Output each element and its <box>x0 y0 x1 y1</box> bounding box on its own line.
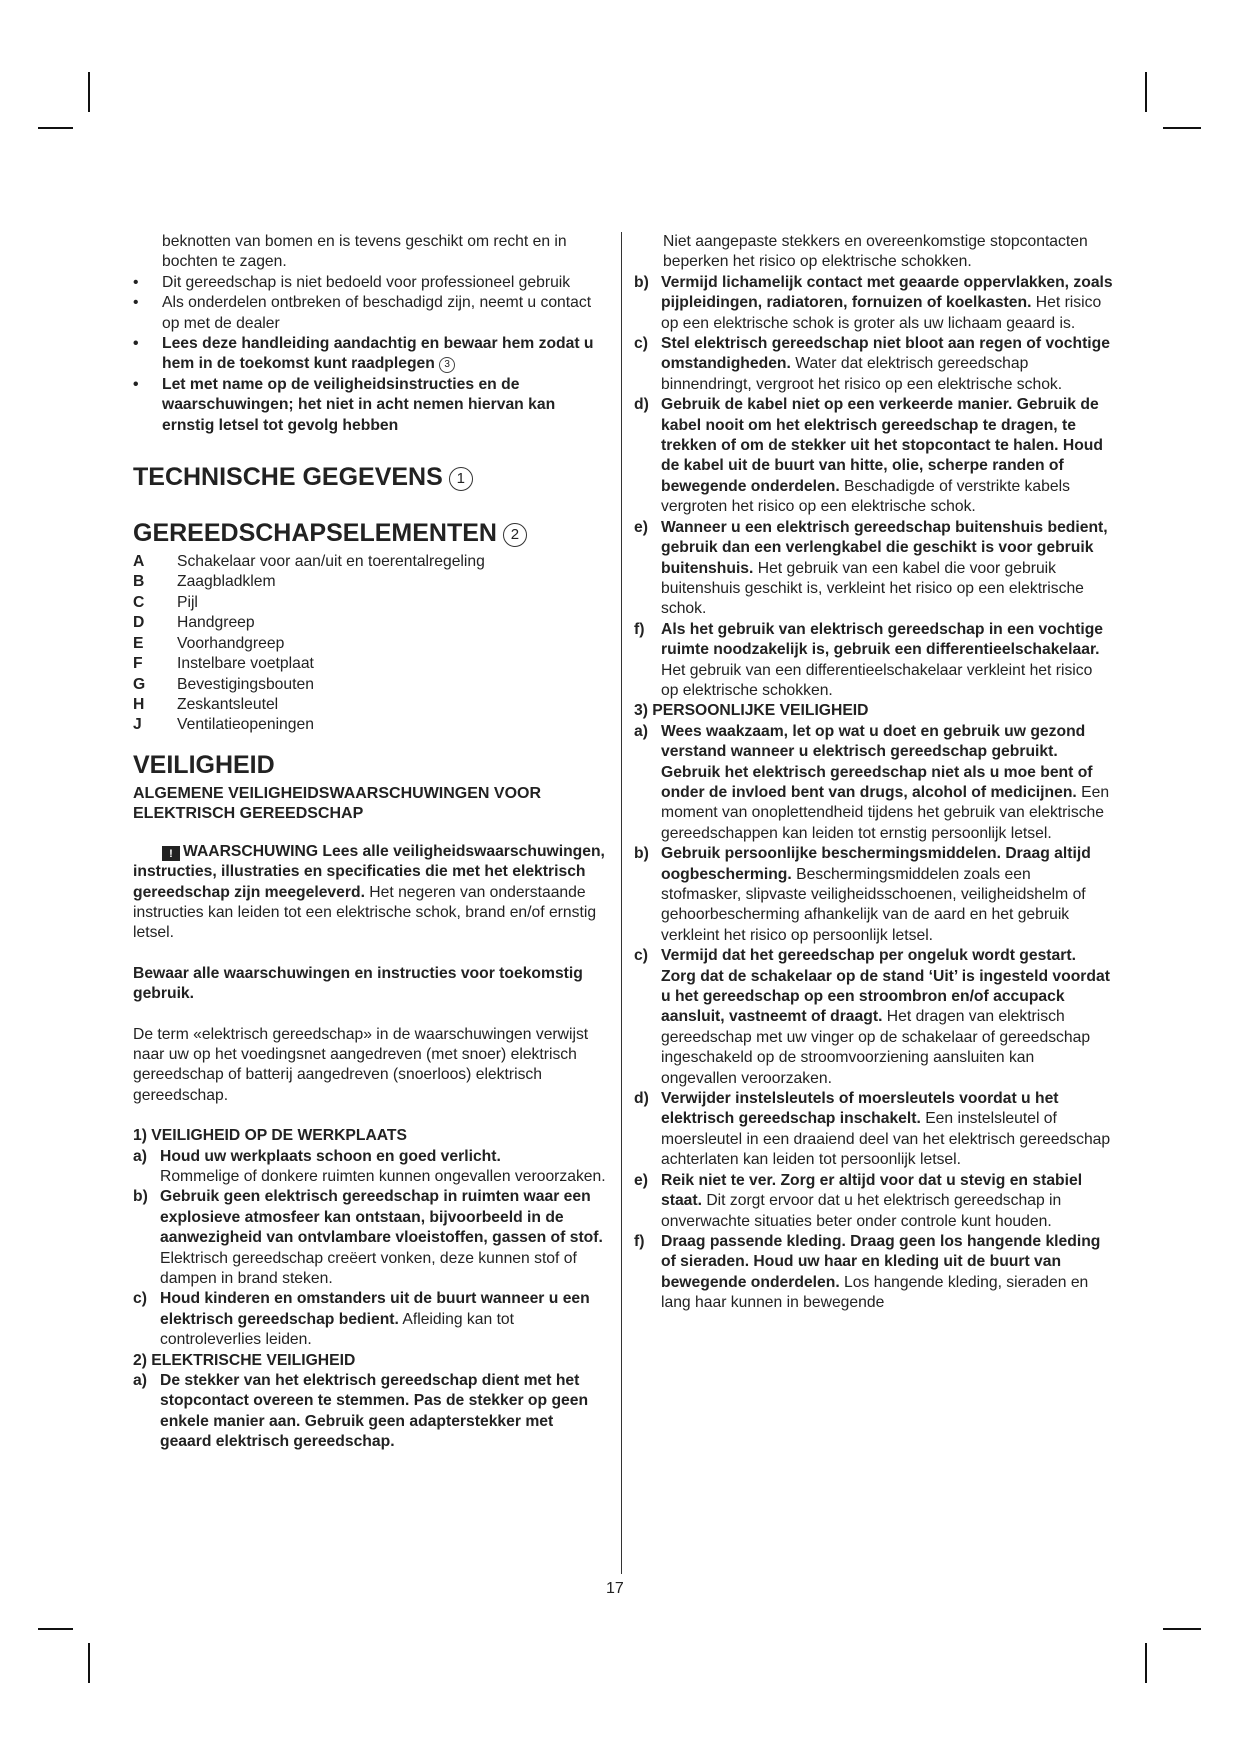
part-letter: A <box>133 553 145 571</box>
bullet-text: Lees deze handleiding aandachtig en bewaar hem zodat u hem in de toekomst kunt raadplegen <box>162 335 594 373</box>
part-letter: H <box>133 695 145 713</box>
part-label: Voorhandgreep <box>177 634 285 652</box>
item-bold: Vermijd dat het gereedschap per ongeluk wordt gestart. Zorg dat de schakelaar op de stand ‘Uit’ is ingesteld voordat u het gereedschap op een stroombron en/of accupack aansluit, vastneemt of draagt. <box>661 947 1110 1026</box>
part-label: Instelbare voetplaat <box>177 655 314 673</box>
item-text: Water dat elektrisch gereedschap binnendringt, vergroot het risico op een elektrische schok. <box>661 355 1063 393</box>
tech-heading <box>133 462 609 492</box>
bullet-item: • Dit gereedschap is niet bedoeld voor professioneel gebruik <box>133 273 609 293</box>
left-column <box>133 232 609 1453</box>
item-text: Het risico op een elektrische schok is groter als uw lichaam geaard is. <box>661 294 1102 332</box>
page-number: 17 <box>606 1580 624 1597</box>
list-item <box>634 334 1114 395</box>
term-definition: De term «elektrisch gereedschap» in de waarschuwingen verwijst naar uw op het voedingsnet aangedreven (met snoer) elektrisch gereedschap of batterij aangedreven (snoerloos) elektrisch gereedschap. <box>133 1025 589 1104</box>
item-letter: c) <box>634 947 648 965</box>
list-item <box>634 1171 1114 1232</box>
crop-mark <box>1163 1628 1201 1630</box>
part-label: Schakelaar voor aan/uit en toerentalregeling <box>177 553 485 571</box>
crop-mark <box>38 127 73 129</box>
part-label: Zeskantsleutel <box>177 695 279 713</box>
item-bold: Draag passende kleding. Draag geen los hangende kleding of sieraden. Houd uw haar en kleding uit de buurt van bewegende onderdelen. <box>661 1232 1101 1291</box>
item-bold: Gebruik persoonlijke beschermingsmiddelen. Draag altijd oogbescherming. <box>661 845 1091 883</box>
continuation-text: Niet aangepaste stekkers en overeenkomstige stopcontacten beperken het risico op elektrische schokken. <box>663 233 1088 271</box>
list-item <box>133 1289 609 1350</box>
warning-paragraph <box>133 842 609 944</box>
item-bold: Houd uw werkplaats schoon en goed verlicht. <box>160 1147 501 1165</box>
part-letter: F <box>133 655 143 673</box>
item-bold: Wees waakzaam, let op wat u doet en gebruik uw gezond verstand wanneer u elektrisch gereedschap gebruikt. Gebruik het elektrisch gereedschap niet als u moe bent of onder de invloed bent van drugs, alcohol of medicijnen. <box>661 722 1093 801</box>
item-bold: Verwijder instelsleutels of moersleutels voordat u het elektrisch gereedschap inschakelt. <box>661 1090 1059 1128</box>
item-letter: f) <box>634 1232 645 1250</box>
safety-heading: VEILIGHEID <box>133 750 275 779</box>
bullet-item: • Als onderdelen ontbreken of beschadigd zijn, neemt u contact op met de dealer <box>133 293 609 334</box>
item-bold: Gebruik de kabel niet op een verkeerde manier. Gebruik de kabel nooit om het elektrisch gereedschap te dragen, te trekken of om de stekker uit het stopcontact te halen. Houd de kabel uit de buurt van hitte, olie, scherpe randen of bewegende onderdelen. <box>661 396 1103 495</box>
item-letter: c) <box>133 1290 147 1308</box>
warning-bold: WAARSCHUWING Lees alle veiligheidswaarschuwingen, instructies, illustraties en specificaties die met het elektrisch gereedschap zijn meegeleverd. <box>133 842 605 901</box>
item-letter: c) <box>634 335 648 353</box>
section-heading: 1) VEILIGHEID OP DE WERKPLAATS <box>133 1127 407 1145</box>
item-text: Elektrisch gereedschap creëert vonken, deze kunnen stof of dampen in brand steken. <box>160 1249 577 1288</box>
item-text: Het gebruik van een differentieelschakelaar verkleint het risico op elektrische schokken. <box>661 661 1093 699</box>
figure-ref: 1 <box>449 467 473 491</box>
part-letter: B <box>133 573 145 591</box>
item-text: Dit zorgt ervoor dat u het elektrisch gereedschap in onverwachte situaties beter onder controle kunt houden. <box>661 1192 1062 1230</box>
section-heading: 3) PERSOONLIJKE VEILIGHEID <box>634 702 869 720</box>
list-item <box>634 1232 1114 1314</box>
list-item <box>634 273 1114 334</box>
safety-subheading: ALGEMENE VEILIGHEIDSWAARSCHUWINGEN VOOR ELEKTRISCH GEREEDSCHAP <box>133 784 542 822</box>
item-text: Het gebruik van een kabel die voor gebruik buitenshuis geschikt is, verkleint het risico op een elektrische schok. <box>661 559 1084 618</box>
item-text: Rommelige of donkere ruimten kunnen ongevallen veroorzaken. <box>160 1168 606 1185</box>
intro-continuation: beknotten van bomen en is tevens geschikt om recht en in bochten te zagen. <box>162 233 567 271</box>
list-item <box>634 946 1114 1089</box>
list-item <box>634 722 1114 844</box>
keep-instructions: Bewaar alle waarschuwingen en instructies voor toekomstig gebruik. <box>133 964 583 1003</box>
item-bold: Gebruik geen elektrisch gereedschap in ruimten waar een explosieve atmosfeer kan ontstaan, bijvoorbeeld in de aanwezigheid van ontvlambare vloeistoffen, gassen of stof. <box>160 1188 603 1247</box>
heading-text: GEREEDSCHAPSELEMENTEN <box>133 519 497 548</box>
bullet-item: • Let met name op de veiligheidsinstructies en de waarschuwingen; het niet in acht nemen hiervan kan ernstig letsel tot gevolg hebben <box>133 375 609 436</box>
part-letter: D <box>133 614 145 632</box>
item-text: Beschadigde of verstrikte kabels vergroten het risico op een elektrische schok. <box>661 477 1070 516</box>
list-item <box>634 844 1114 946</box>
item-bold: Als het gebruik van elektrisch gereedschap in een vochtige ruimte noodzakelijk is, gebruik een differentieelschakelaar. <box>661 620 1104 659</box>
right-column <box>634 232 1114 1314</box>
list-item <box>133 1371 609 1453</box>
item-bold: De stekker van het elektrisch gereedschap dient met het stopcontact overeen te stemmen. Pas de stekker op geen enkele manier aan. Gebruik geen adapterstekker met geaard elektrisch gereedschap. <box>160 1372 589 1451</box>
item-bold: Wanneer u een elektrisch gereedschap buitenshuis bedient, gebruik dan een verlengkabel die geschikt is voor gebruik buitenshuis. <box>661 518 1108 577</box>
item-bold: Houd kinderen en omstanders uit de buurt wanneer u een elektrisch gereedschap bedient. <box>160 1290 590 1328</box>
elements-heading <box>133 518 609 548</box>
list-item <box>634 620 1114 702</box>
crop-mark <box>88 72 90 112</box>
crop-mark <box>1163 127 1201 129</box>
crop-mark <box>1145 1643 1147 1683</box>
crop-mark <box>1145 72 1147 112</box>
item-letter: a) <box>634 722 648 740</box>
parts-list <box>133 552 609 736</box>
part-letter: J <box>133 716 142 734</box>
part-label: Ventilatieopeningen <box>177 716 314 734</box>
item-letter: b) <box>133 1188 148 1206</box>
part-label: Pijl <box>177 593 198 611</box>
list-item <box>133 1147 609 1188</box>
bullet-item <box>133 334 609 375</box>
list-item <box>634 395 1114 517</box>
heading-text: TECHNISCHE GEGEVENS <box>133 463 443 492</box>
item-letter: e) <box>634 518 648 536</box>
item-text: Een moment van onoplettendheid tijdens het gebruik van elektrische gereedschappen kan leiden tot ernstig persoonlijk letsel. <box>661 783 1110 842</box>
list-item <box>634 518 1114 620</box>
column-divider <box>621 232 622 1574</box>
crop-mark <box>38 1628 73 1630</box>
item-letter: f) <box>634 620 645 638</box>
crop-mark <box>88 1643 90 1683</box>
item-letter: b) <box>634 845 649 863</box>
section-heading: 2) ELEKTRISCHE VEILIGHEID <box>133 1351 356 1369</box>
item-bold: Reik niet te ver. Zorg er altijd voor dat u stevig en stabiel staat. <box>661 1171 1083 1210</box>
part-label: Bevestigingsbouten <box>177 675 314 693</box>
item-letter: e) <box>634 1171 648 1189</box>
part-letter: E <box>133 634 144 652</box>
item-text: Een instelsleutel of moersleutel in een draaiend deel van het elektrisch gereedschap achterlaten kan leiden tot persoonlijk letsel. <box>661 1110 1111 1169</box>
item-text: Afleiding kan tot controleverlies leiden. <box>160 1310 515 1349</box>
item-text: Beschermingsmiddelen zoals een stofmasker, slipvaste veiligheidsschoenen, veiligheidshelm of gehoorbescherming afhankelijk van de aard en het gebruik verkleint het risico op persoonlijk letsel. <box>661 865 1086 944</box>
item-text: Het dragen van elektrisch gereedschap met uw vinger op de schakelaar of gereedschap ingeschakeld op de stroomvoorziening aansluiten kan ongevallen veroorzaken. <box>661 1008 1091 1087</box>
part-letter: G <box>133 675 146 693</box>
list-item <box>133 1187 609 1289</box>
warning-text: Het negeren van onderstaande instructies kan leiden tot een elektrische schok, brand en/of ernstig letsel. <box>133 883 597 942</box>
item-letter: d) <box>634 1090 649 1108</box>
figure-ref: 2 <box>503 523 527 547</box>
figure-ref: 3 <box>439 357 455 373</box>
part-label: Zaagbladklem <box>177 573 276 591</box>
item-letter: b) <box>634 273 649 291</box>
item-text: Los hangende kleding, sieraden en lang haar kunnen in bewegende <box>661 1273 1089 1312</box>
list-item <box>634 1089 1114 1171</box>
item-letter: a) <box>133 1147 147 1165</box>
part-letter: C <box>133 593 145 611</box>
part-label: Handgreep <box>177 614 255 632</box>
item-letter: a) <box>133 1372 147 1390</box>
item-bold: Vermijd lichamelijk contact met geaarde oppervlakken, zoals pijpleidingen, radiatoren, fornuizen of koelkasten. <box>661 273 1113 312</box>
warning-icon: ! <box>162 846 180 861</box>
item-letter: d) <box>634 396 649 414</box>
item-bold: Stel elektrisch gereedschap niet bloot aan regen of vochtige omstandigheden. <box>661 335 1110 373</box>
